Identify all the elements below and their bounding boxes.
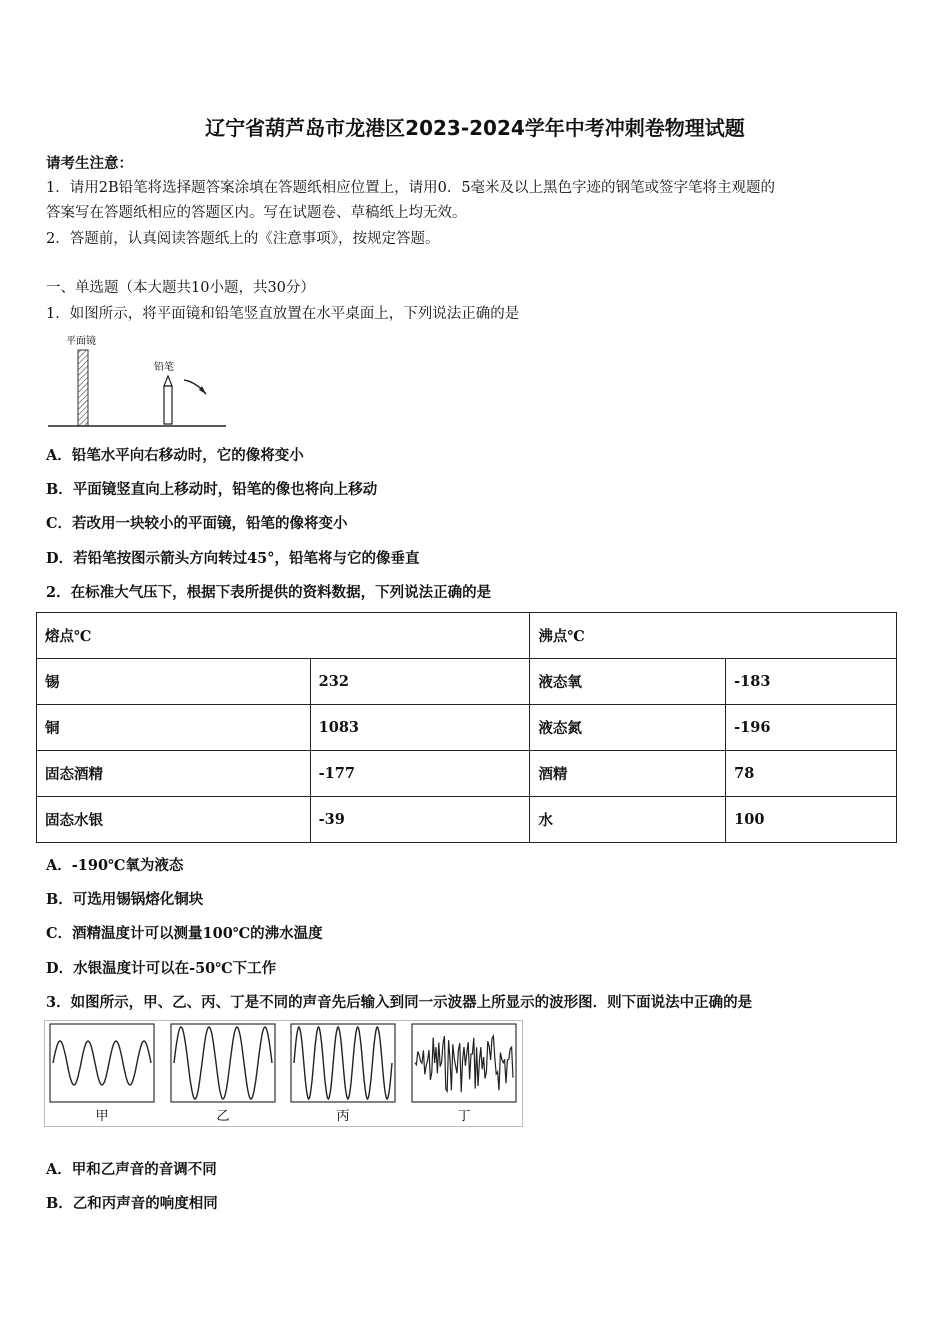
pencil-tip xyxy=(164,376,172,386)
q1-option-a: A．铅笔水平向右移动时，它的像将变小 xyxy=(46,447,304,464)
table-cell: -196 xyxy=(726,705,897,751)
q1-stem: 1．如图所示，将平面镜和铅笔竖直放置在水平桌面上，下列说法正确的是 xyxy=(46,306,520,322)
melting-boiling-table xyxy=(36,612,897,843)
table-cell: 液态氧 xyxy=(530,659,726,705)
q3-stem: 3．如图所示，甲、乙、丙、丁是不同的声音先后输入到同一示波器上所显示的波形图．则下面说法中正确的是 xyxy=(46,994,753,1011)
header-boiling-point: 沸点℃ xyxy=(530,613,897,659)
wave-label-bing: 丙 xyxy=(336,1109,350,1124)
table-cell: 232 xyxy=(310,659,530,705)
table-row xyxy=(37,659,897,705)
wave-box-jia xyxy=(50,1024,154,1102)
table-row xyxy=(37,705,897,751)
q3-option-b: B．乙和丙声音的响度相同 xyxy=(46,1195,218,1212)
table-cell: 酒精 xyxy=(530,751,726,797)
table-row xyxy=(37,751,897,797)
q1-option-b: B．平面镜竖直向上移动时，铅笔的像也将向上移动 xyxy=(46,481,378,498)
wave-label-yi: 乙 xyxy=(216,1109,230,1124)
q2-option-b: B．可选用锡锅熔化铜块 xyxy=(46,891,204,908)
waveform-figure xyxy=(44,1020,524,1128)
table-cell: 100 xyxy=(726,797,897,843)
table-header-row xyxy=(37,613,897,659)
mirror-pencil-figure xyxy=(44,330,234,430)
table-cell: 1083 xyxy=(310,705,530,751)
q2-option-a: A．-190℃氧为液态 xyxy=(46,857,184,874)
table-cell: 锡 xyxy=(37,659,311,705)
notice-item-1-line-2: 答案写在答题纸相应的答题区内。写在试题卷、草稿纸上均无效。 xyxy=(46,205,467,221)
header-melting-point: 熔点℃ xyxy=(37,613,530,659)
wave-label-ding: 丁 xyxy=(457,1109,471,1124)
q2-option-d: D．水银温度计可以在-50℃下工作 xyxy=(46,960,277,977)
table-cell: 78 xyxy=(726,751,897,797)
q1-option-d: D．若铅笔按图示箭头方向转过45°，铅笔将与它的像垂直 xyxy=(46,550,420,567)
table-cell: -183 xyxy=(726,659,897,705)
table-cell: 固态酒精 xyxy=(37,751,311,797)
section-heading: 一、单选题（本大题共10小题，共30分） xyxy=(46,280,315,296)
q3-option-a: A．甲和乙声音的音调不同 xyxy=(46,1161,217,1178)
pencil-shape xyxy=(164,386,172,424)
page-title: 辽宁省葫芦岛市龙港区2023-2024学年中考冲刺卷物理试题 xyxy=(205,116,745,140)
pencil-label: 铅笔 xyxy=(154,362,174,373)
table-cell: 液态氮 xyxy=(530,705,726,751)
wave-box-yi xyxy=(171,1024,275,1102)
q2-option-c: C．酒精温度计可以测量100℃的沸水温度 xyxy=(46,925,323,942)
notice-item-1-line-1: 1．请用2B铅笔将选择题答案涂填在答题纸相应位置上，请用0．5毫米及以上黑色字迹的钢笔或签字笔将主观题的 xyxy=(46,180,776,196)
notice-item-2: 2．答题前，认真阅读答题纸上的《注意事项》，按规定答题。 xyxy=(46,231,440,247)
table-cell: 固态水银 xyxy=(37,797,311,843)
q2-stem: 2．在标准大气压下，根据下表所提供的资料数据，下列说法正确的是 xyxy=(46,584,492,601)
table-row xyxy=(37,797,897,843)
table-cell: 铜 xyxy=(37,705,311,751)
table-cell: -39 xyxy=(310,797,530,843)
q1-option-c: C．若改用一块较小的平面镜，铅笔的像将变小 xyxy=(46,515,348,532)
mirror-label: 平面镜 xyxy=(66,336,96,347)
notice-heading: 请考生注意： xyxy=(46,155,133,172)
mirror-shape xyxy=(78,350,88,426)
table-cell: -177 xyxy=(310,751,530,797)
table-cell: 水 xyxy=(530,797,726,843)
wave-label-jia: 甲 xyxy=(95,1109,109,1124)
